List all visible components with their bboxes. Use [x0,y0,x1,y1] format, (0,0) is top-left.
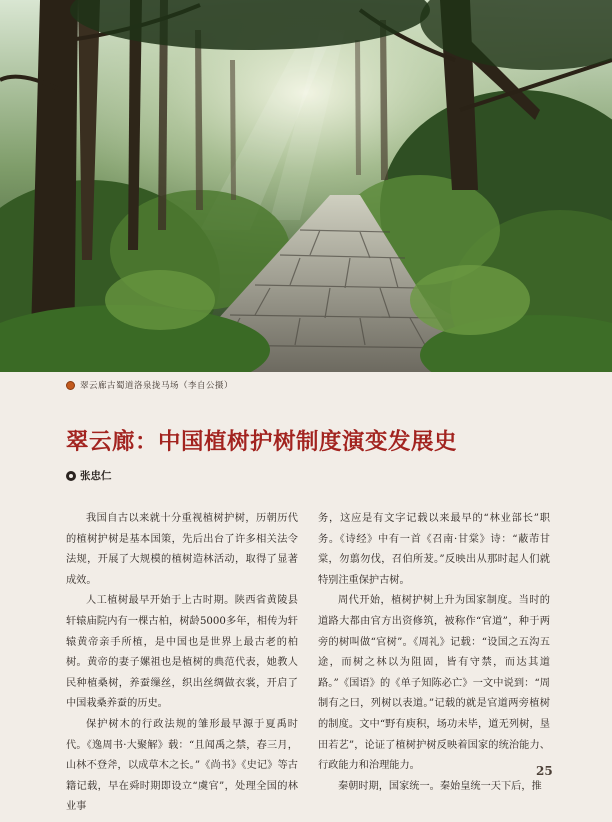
author-bullet-icon [66,471,76,481]
caption-bullet-icon [66,381,75,390]
paragraph: 人工植树最早开始于上古时期。陕西省黄陵县轩辕庙院内有一棵古柏，树龄5000多年，相传为轩辕黄帝亲手所植，是中国也是世界上最古老的柏树。黄帝的妻子嫘祖也是植树的典范代表，她教人民种植桑树，养蚕缫丝，织出丝绸做衣裳，开启了中国栽桑养蚕的历史。 [66,595,298,710]
article-title: 翠云廊：中国植树护树制度演变发展史 [66,429,458,455]
paragraph: 保护树木的行政法规的雏形最早源于夏禹时代。《逸周书·大聚解》载：“且闻禹之禁，春三月，山林不登斧，以成草木之长。”《尚书》《史记》等古籍记载，早在舜时期即设立“虞官”，处理全国的林业事 [66,718,298,813]
author-byline [66,468,112,483]
photo-caption [66,379,233,391]
paragraph: 我国自古以来就十分重视植树护树，历朝历代的植树护树是基本国策，先后出台了许多相关法令法规，开展了大规模的植树造林活动，取得了显著成效。 [66,513,298,586]
paragraph: 周代开始，植树护树上升为国家制度。当时的道路大都由官方出资修筑，被称作“官道”，种于两旁的树叫做“官树”。《周礼》记载：“设国之五沟五途，而树之林以为阻固，皆有守禁，而达其道路。”《国语》的《单子知陈必亡》一文中说到：“周制有之曰，列树以表道。”记载的就是官道两旁植树的制度。文中“野有庾积，场功未毕，道无列树，垦田若艺”，论证了植树护树反映着国家的统治能力、行政能力和治理能力。 [318,595,550,772]
forest-path-illustration [0,0,612,372]
forest-path-photo [0,0,612,372]
paragraph: 秦朝时期，国家统一。秦始皇统一天下后，推 [338,780,542,792]
author-name: 张忠仁 [80,470,112,482]
left-column [66,509,298,818]
caption-text: 翠云廊古蜀道洛泉拢马场（李自公摄） [80,381,234,391]
page-number: 25 [536,764,553,778]
paragraph: 务，这应是有文字记载以来最早的“林业部长”职务。《诗经》中有一首《召南·甘棠》诗：“蔽芾甘棠，勿翦勿伐，召伯所茇。”反映出从那时起人们就特别注重保护古树。 [318,513,550,586]
right-column [318,509,550,797]
